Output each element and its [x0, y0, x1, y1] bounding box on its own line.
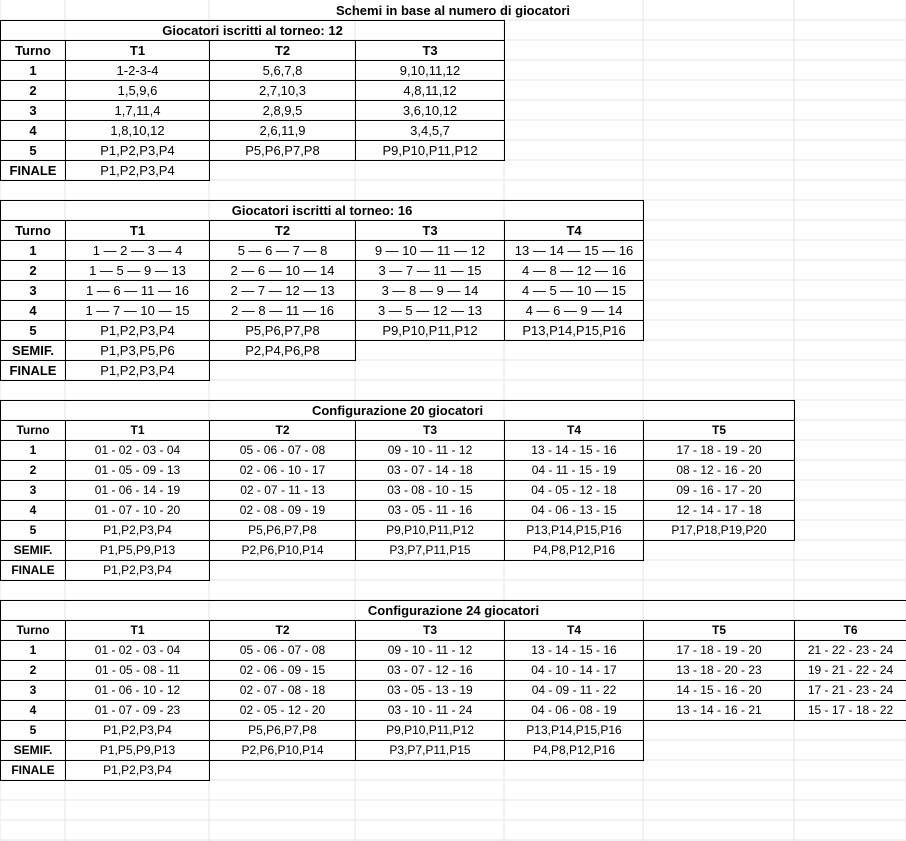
round-label: 4: [1, 701, 66, 721]
group-cell: 19 - 21 - 22 - 24: [795, 661, 906, 681]
group-cell: 9 — 10 — 11 — 12: [356, 241, 505, 261]
group-cell: 09 - 10 - 11 - 12: [356, 641, 505, 661]
empty-cell: [644, 541, 795, 561]
group-cell: 13 - 18 - 20 - 23: [644, 661, 795, 681]
empty-cell: [356, 161, 505, 181]
group-cell: P9,P10,P11,P12: [356, 321, 505, 341]
group-cell: 17 - 21 - 23 - 24: [795, 681, 906, 701]
group-cell: 12 - 14 - 17 - 18: [644, 501, 795, 521]
group-cell: 15 - 17 - 18 - 22: [795, 701, 906, 721]
table-row: [1, 61, 505, 81]
group-cell: 02 - 07 - 11 - 13: [210, 481, 356, 501]
group-cell: P9,P10,P11,P12: [356, 141, 505, 161]
group-cell: P1,P2,P3,P4: [66, 721, 210, 741]
table-row: [1, 141, 505, 161]
empty-cell: [644, 761, 795, 781]
column-header-t4: T4: [505, 221, 644, 241]
group-cell: 3 — 7 — 11 — 15: [356, 261, 505, 281]
round-label: 4: [1, 301, 66, 321]
group-cell: 13 - 14 - 15 - 16: [505, 441, 644, 461]
group-cell: 1 — 6 — 11 — 16: [66, 281, 210, 301]
table-row: [1, 501, 795, 521]
round-label: 2: [1, 261, 66, 281]
group-cell: P5,P6,P7,P8: [210, 141, 356, 161]
round-label: 1: [1, 641, 66, 661]
table-20-players: [0, 400, 795, 581]
round-label: 2: [1, 81, 66, 101]
round-label: 3: [1, 281, 66, 301]
group-cell: 04 - 06 - 08 - 19: [505, 701, 644, 721]
empty-cell: [210, 561, 356, 581]
round-label: 5: [1, 321, 66, 341]
column-header-t4: T4: [505, 421, 644, 441]
group-cell: P5,P6,P7,P8: [210, 721, 356, 741]
group-cell: 03 - 05 - 13 - 19: [356, 681, 505, 701]
empty-cell: [356, 361, 505, 381]
column-header-t5: T5: [644, 421, 795, 441]
column-header-t3: T3: [356, 621, 505, 641]
group-cell: 2,7,10,3: [210, 81, 356, 101]
group-cell: P3,P7,P11,P15: [356, 741, 505, 761]
group-cell: 2,8,9,5: [210, 101, 356, 121]
empty-cell: [795, 761, 906, 781]
table-row: [1, 301, 644, 321]
empty-cell: [644, 561, 795, 581]
round-label: 4: [1, 121, 66, 141]
table-row: [1, 281, 644, 301]
empty-cell: [795, 741, 906, 761]
column-header-t3: T3: [356, 41, 505, 61]
group-cell: 4 — 8 — 12 — 16: [505, 261, 644, 281]
round-label: 1: [1, 441, 66, 461]
empty-cell: [210, 761, 356, 781]
group-cell: P13,P14,P15,P16: [505, 721, 644, 741]
group-cell: P1,P3,P5,P6: [66, 341, 210, 361]
column-header-t5: T5: [644, 621, 795, 641]
round-label: 3: [1, 481, 66, 501]
column-header-t2: T2: [210, 421, 356, 441]
empty-cell: [210, 361, 356, 381]
group-cell: 1 — 2 — 3 — 4: [66, 241, 210, 261]
table-row: [1, 641, 906, 661]
group-cell: P5,P6,P7,P8: [210, 521, 356, 541]
group-cell: 3 — 5 — 12 — 13: [356, 301, 505, 321]
table-row: [1, 561, 795, 581]
group-cell: 1,7,11,4: [66, 101, 210, 121]
column-header-turno: Turno: [1, 221, 66, 241]
group-cell: P2,P6,P10,P14: [210, 541, 356, 561]
empty-cell: [505, 361, 644, 381]
group-cell: 2,6,11,9: [210, 121, 356, 141]
group-cell: 17 - 18 - 19 - 20: [644, 641, 795, 661]
group-cell: 2 — 8 — 11 — 16: [210, 301, 356, 321]
round-label: 3: [1, 681, 66, 701]
table-row: [1, 521, 795, 541]
group-cell: 3,4,5,7: [356, 121, 505, 141]
table-row: [1, 261, 644, 281]
empty-cell: [644, 741, 795, 761]
group-cell: 1 — 7 — 10 — 15: [66, 301, 210, 321]
column-header-t1: T1: [66, 621, 210, 641]
table-title: Giocatori iscritti al torneo: 12: [1, 21, 505, 41]
group-cell: P9,P10,P11,P12: [356, 521, 505, 541]
group-cell: 13 — 14 — 15 — 16: [505, 241, 644, 261]
group-cell: 4 — 5 — 10 — 15: [505, 281, 644, 301]
group-cell: 04 - 06 - 13 - 15: [505, 501, 644, 521]
group-cell: 02 - 06 - 10 - 17: [210, 461, 356, 481]
group-cell: 03 - 07 - 12 - 16: [356, 661, 505, 681]
group-cell: P1,P2,P3,P4: [66, 761, 210, 781]
empty-cell: [356, 561, 505, 581]
group-cell: 03 - 10 - 11 - 24: [356, 701, 505, 721]
group-cell: 17 - 18 - 19 - 20: [644, 441, 795, 461]
table-row: [1, 741, 906, 761]
group-cell: 5,6,7,8: [210, 61, 356, 81]
empty-cell: [356, 761, 505, 781]
group-cell: 02 - 05 - 12 - 20: [210, 701, 356, 721]
round-label: SEMIF.: [1, 741, 66, 761]
group-cell: 04 - 10 - 14 - 17: [505, 661, 644, 681]
group-cell: 01 - 02 - 03 - 04: [66, 641, 210, 661]
group-cell: 3,6,10,12: [356, 101, 505, 121]
table-16-players: [0, 200, 644, 381]
group-cell: P17,P18,P19,P20: [644, 521, 795, 541]
round-label: 1: [1, 61, 66, 81]
table-row: [1, 721, 906, 741]
group-cell: 09 - 10 - 11 - 12: [356, 441, 505, 461]
round-label: SEMIF.: [1, 541, 66, 561]
group-cell: 01 - 07 - 10 - 20: [66, 501, 210, 521]
column-header-t3: T3: [356, 421, 505, 441]
round-label: 2: [1, 461, 66, 481]
table-24-players: [0, 600, 906, 781]
round-label: 5: [1, 721, 66, 741]
group-cell: 13 - 14 - 15 - 16: [505, 641, 644, 661]
group-cell: 02 - 07 - 08 - 18: [210, 681, 356, 701]
group-cell: P1,P2,P3,P4: [66, 561, 210, 581]
round-label: 1: [1, 241, 66, 261]
column-header-t3: T3: [356, 221, 505, 241]
table-row: [1, 441, 795, 461]
group-cell: 3 — 8 — 9 — 14: [356, 281, 505, 301]
table-row: [1, 81, 505, 101]
group-cell: P13,P14,P15,P16: [505, 521, 644, 541]
group-cell: 01 - 06 - 14 - 19: [66, 481, 210, 501]
group-cell: 02 - 06 - 09 - 15: [210, 661, 356, 681]
group-cell: 4 — 6 — 9 — 14: [505, 301, 644, 321]
round-label: FINALE: [1, 361, 66, 381]
group-cell: 01 - 05 - 09 - 13: [66, 461, 210, 481]
table-row: [1, 341, 644, 361]
table-row: [1, 101, 505, 121]
group-cell: P2,P6,P10,P14: [210, 741, 356, 761]
group-cell: 04 - 09 - 11 - 22: [505, 681, 644, 701]
empty-cell: [356, 341, 505, 361]
group-cell: P1,P2,P3,P4: [66, 361, 210, 381]
group-cell: 9,10,11,12: [356, 61, 505, 81]
group-cell: 03 - 08 - 10 - 15: [356, 481, 505, 501]
column-header-turno: Turno: [1, 421, 66, 441]
table-row: [1, 241, 644, 261]
group-cell: 2 — 7 — 12 — 13: [210, 281, 356, 301]
group-cell: 4,8,11,12: [356, 81, 505, 101]
round-label: FINALE: [1, 161, 66, 181]
group-cell: 05 - 06 - 07 - 08: [210, 441, 356, 461]
column-header-t2: T2: [210, 621, 356, 641]
group-cell: 13 - 14 - 16 - 21: [644, 701, 795, 721]
table-row: [1, 661, 906, 681]
round-label: 2: [1, 661, 66, 681]
group-cell: P13,P14,P15,P16: [505, 321, 644, 341]
table-row: [1, 701, 906, 721]
group-cell: 1,8,10,12: [66, 121, 210, 141]
group-cell: P1,P2,P3,P4: [66, 141, 210, 161]
group-cell: 1,5,9,6: [66, 81, 210, 101]
column-header-t2: T2: [210, 221, 356, 241]
group-cell: P1,P2,P3,P4: [66, 321, 210, 341]
table-title: Giocatori iscritti al torneo: 16: [1, 201, 644, 221]
column-header-t1: T1: [66, 221, 210, 241]
group-cell: P1,P2,P3,P4: [66, 521, 210, 541]
empty-cell: [505, 561, 644, 581]
table-row: [1, 541, 795, 561]
round-label: 5: [1, 141, 66, 161]
group-cell: P9,P10,P11,P12: [356, 721, 505, 741]
table-title: Configurazione 20 giocatori: [1, 401, 795, 421]
column-header-t4: T4: [505, 621, 644, 641]
table-row: [1, 481, 795, 501]
round-label: 4: [1, 501, 66, 521]
group-cell: 1-2-3-4: [66, 61, 210, 81]
group-cell: 09 - 16 - 17 - 20: [644, 481, 795, 501]
group-cell: 21 - 22 - 23 - 24: [795, 641, 906, 661]
empty-cell: [505, 761, 644, 781]
group-cell: P3,P7,P11,P15: [356, 541, 505, 561]
group-cell: 04 - 05 - 12 - 18: [505, 481, 644, 501]
table-row: [1, 121, 505, 141]
column-header-t6: T6: [795, 621, 906, 641]
empty-cell: [795, 721, 906, 741]
group-cell: P1,P5,P9,P13: [66, 541, 210, 561]
table-row: [1, 161, 505, 181]
group-cell: 02 - 08 - 09 - 19: [210, 501, 356, 521]
group-cell: P5,P6,P7,P8: [210, 321, 356, 341]
table-row: [1, 321, 644, 341]
group-cell: 05 - 06 - 07 - 08: [210, 641, 356, 661]
group-cell: 03 - 05 - 11 - 16: [356, 501, 505, 521]
group-cell: P4,P8,P12,P16: [505, 741, 644, 761]
group-cell: P1,P2,P3,P4: [66, 161, 210, 181]
group-cell: 01 - 07 - 09 - 23: [66, 701, 210, 721]
table-row: [1, 461, 795, 481]
round-label: FINALE: [1, 761, 66, 781]
group-cell: 03 - 07 - 14 - 18: [356, 461, 505, 481]
empty-cell: [505, 341, 644, 361]
group-cell: 08 - 12 - 16 - 20: [644, 461, 795, 481]
group-cell: 01 - 05 - 08 - 11: [66, 661, 210, 681]
table-row: [1, 361, 644, 381]
group-cell: 2 — 6 — 10 — 14: [210, 261, 356, 281]
page-title: Schemi in base al numero di giocatori: [335, 3, 571, 18]
table-row: [1, 681, 906, 701]
group-cell: P2,P4,P6,P8: [210, 341, 356, 361]
group-cell: 01 - 06 - 10 - 12: [66, 681, 210, 701]
column-header-t2: T2: [210, 41, 356, 61]
empty-cell: [210, 161, 356, 181]
table-row: [1, 761, 906, 781]
column-header-turno: Turno: [1, 621, 66, 641]
round-label: 5: [1, 521, 66, 541]
empty-cell: [644, 721, 795, 741]
column-header-t1: T1: [66, 421, 210, 441]
group-cell: 5 — 6 — 7 — 8: [210, 241, 356, 261]
column-header-turno: Turno: [1, 41, 66, 61]
round-label: 3: [1, 101, 66, 121]
round-label: SEMIF.: [1, 341, 66, 361]
table-12-players: [0, 20, 505, 181]
group-cell: 04 - 11 - 15 - 19: [505, 461, 644, 481]
group-cell: 01 - 02 - 03 - 04: [66, 441, 210, 461]
group-cell: 14 - 15 - 16 - 20: [644, 681, 795, 701]
group-cell: P1,P5,P9,P13: [66, 741, 210, 761]
table-title: Configurazione 24 giocatori: [1, 601, 906, 621]
group-cell: P4,P8,P12,P16: [505, 541, 644, 561]
column-header-t1: T1: [66, 41, 210, 61]
group-cell: 1 — 5 — 9 — 13: [66, 261, 210, 281]
round-label: FINALE: [1, 561, 66, 581]
